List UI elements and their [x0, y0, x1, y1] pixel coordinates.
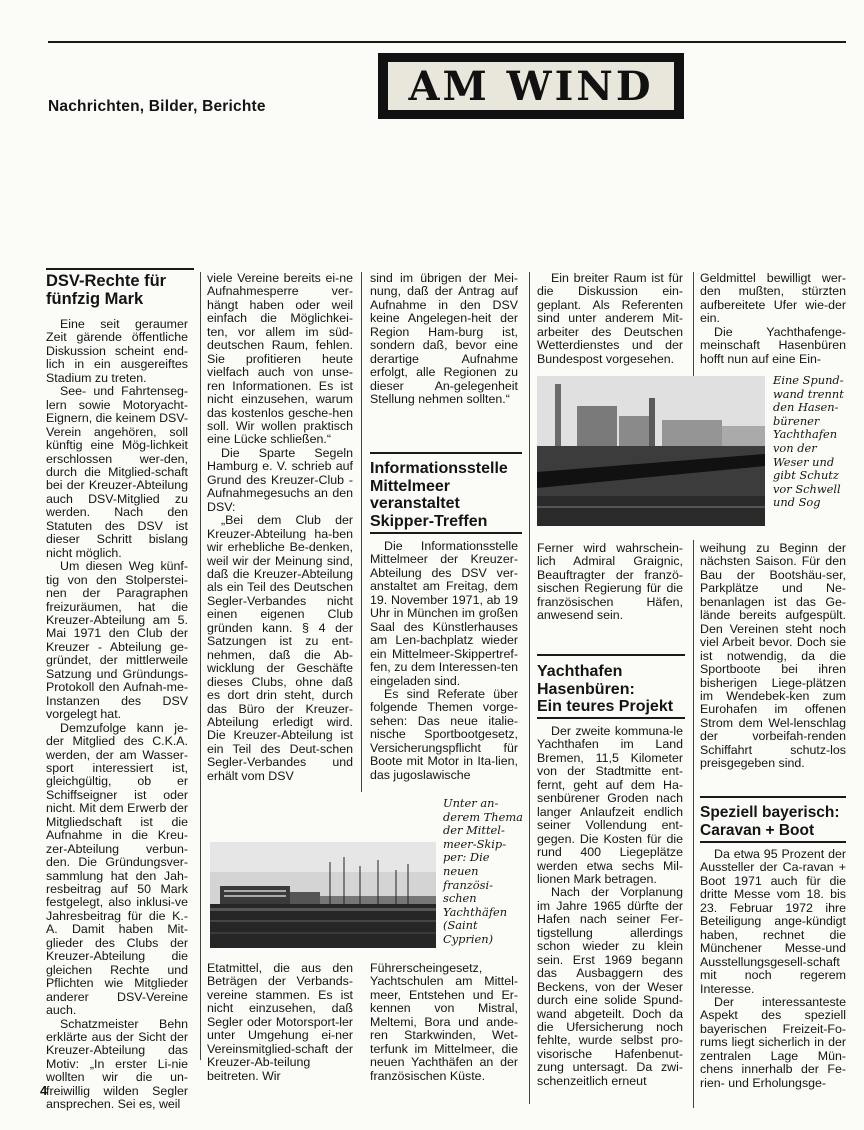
article-title-line: Ein teures Projekt: [537, 698, 674, 715]
article-title: [46, 272, 196, 308]
article-title: [370, 460, 526, 530]
title-rule: [700, 796, 846, 798]
paragraph: Etatmittel, die aus den Beträgen der Verbands-vereine stammen. Es ist nicht einzusehen, daß Segler oder Motorsport-ler unter Umgehung ei-ner Vereinsmitglied-schaft der Kreuzer-Ab-teilung beitreten. Wir: [207, 961, 353, 1083]
column-divider: [200, 272, 201, 1060]
article-title: [700, 804, 850, 839]
title-rule: [370, 452, 522, 454]
paragraph: „Bei dem Club der Kreuzer-Abteilung ha-ben wir erhebliche Be-denken, weil wir der Meinung sind, daß die Kreuzer-Abteilung als ein Teil des Deutschen Segler-Verbandes nicht einen eigenen Club gründen kann. § 4 der Satzungen ist zu ent-nehmen, daß die Ab-wicklung der Geschäfte dieses Clubs, ohne daß es dort drin steht, durch das Büro der Kreuzer-Abteilung erledigt wird. Die Kreuzer-Abteilung ist ein Teil des Deut-schen Segler-Verbandes und erhält vom DSV: [207, 513, 353, 783]
top-rule: [48, 41, 846, 43]
title-rule: [700, 841, 846, 843]
article-title: [537, 663, 689, 716]
column-divider: [693, 540, 694, 1108]
paragraph: Da etwa 95 Prozent der Aussteller der Ca-ravan + Boot 1971 auch für die dritte Messe vom 18. bis 23. Februar 1972 ihre Beteiligung ange-kündigt haben, rechnet die Münchener Messe-und Ausstellungsgesell-schaft mit noch regerem Interesse.: [700, 847, 846, 996]
column-divider: [361, 272, 362, 792]
title-rule: [370, 532, 522, 534]
paragraph: Schatzmeister Behn erklärte aus der Sicht der Kreuzer-Abteilung das Motiv: „In erster Li-nie wollten wir die un-freiwillig wilden Segler ansprechen. Sei es, weil: [46, 1016, 188, 1112]
paragraph: Der interessanteste Aspekt des speziell bayerischen Freizeit-Fo-rums liegt sicherlich in der zentralen Lage Mün-chens innerhalb der Fe-rien- und Erholungsge-: [700, 994, 846, 1090]
article-column: [700, 848, 846, 1090]
article-column: [46, 318, 188, 1112]
article-title-line: Mittelmeer: [370, 477, 451, 495]
column-divider: [693, 272, 694, 376]
article-title-line: fünfzig Mark: [46, 290, 144, 308]
photo-yacht-harbour: [210, 842, 436, 948]
paragraph: viele Vereine bereits ei-ne Aufnahmesperre ver-hängt haben oder weil einfach die Möglichkei-ten, vor allem im süd-deutschen Raum, fehlen. Sie profitieren heute vielfach auch von unse-ren Informationen. Es ist nicht einzusehen, warum das kostenlos gesche-hen soll. Wir wollen praktisch eine Lücke schließen.“: [207, 271, 353, 447]
column-divider: [529, 272, 530, 1104]
logo-text: AM WIND: [408, 63, 654, 110]
paragraph: Es sind Referate über folgende Themen vorge-sehen: Das neue italie-nische Sportbootgesetz, Versicherungspflicht für Boote mit Motor in Ita-lien, das jugoslawische: [370, 686, 518, 782]
page-number: 4: [40, 1083, 48, 1098]
article-column: [537, 542, 683, 623]
article-column: [700, 542, 846, 771]
article-title-line: Yachthafen: [537, 663, 623, 680]
article-column: [537, 725, 683, 1088]
title-rule: [537, 717, 685, 719]
article-column: [207, 272, 353, 783]
paragraph: Eine seit geraumer Zeit gärende öffentliche Diskussion scheint end-lich in ein ausgereiftes Stadium zu treten.: [46, 317, 188, 385]
paragraph: Um diesen Weg künf-tig von den Stolperstei-nen der Paragraphen freizuräumen, hat die Kreuzer-Abteilung am 5. Mai 1971 den Club der Kreuzer - Abteilung ge-gründet, der mittlerweile Satzung und Gründungs-Protokoll den Aufnah-me-Instanzen des DSV vorgelegt hat.: [46, 559, 188, 722]
article-column: [537, 272, 683, 366]
am-wind-logo: [378, 53, 684, 119]
article-title-line: Caravan + Boot: [700, 821, 815, 839]
paragraph: weihung zu Beginn der nächsten Saison. Für den Bau der Bootshäu-ser, Parkplätze und Ne-benanlagen ist das Ge-lände bereits aufgespült. Den Vereinen steht noch viel Arbeit bevor. Doch sie ist notwendig, da die Sportboote bei ihren bisherigen Liege-plätzen im Wendebek-ken zum Eurohafen im offenen Strom dem Wel-lenschlag der vorbeifah-renden Schiffahrt schutz-los preisgegeben sind.: [700, 541, 846, 771]
article-title-line: Skipper-Treffen: [370, 512, 488, 530]
article-title-line: Hasenbüren:: [537, 680, 635, 698]
photo-caption: Unter an-derem Thema der Mittel-meer-Skip-per: Die neuen französi-schen Yachthäfen (Saint Cyprien): [443, 796, 523, 946]
paragraph: Nach der Vorplanung im Jahre 1965 dürfte der Hafen nach seiner Fer-tigstellung allerdings schon wieder zu klein sein. Erst 1969 begann das Ausbaggern des Beckens, von der Weser durch eine solide Spund-wand abgeteilt. Doch da die Ufersicherung noch fehlte, wurde selbst pro-visorische Hafenbenut-zung untersagt. Da zwi-schenzeitlich erneut: [537, 885, 683, 1088]
article-column: [207, 962, 353, 1083]
photo-sheet-pile-wall: [537, 376, 765, 526]
paragraph: Die Informationsstelle Mittelmeer der Kreuzer-Abteilung des DSV ver-anstaltet am Freitag, dem 19. November 1971, ab 19 Uhr in München im großen Saal des Künstlerhauses am Len-bachplatz wieder ein Mittelmeer-Skippertref-fen, zu dem Interessen-ten eingeladen sind.: [370, 539, 518, 688]
paragraph: Die Yachthafenge-meinschaft Hasenbüren hofft nun auf eine Ein-: [700, 324, 846, 366]
article-title-line: DSV-Rechte für: [46, 272, 167, 290]
paragraph: Führerscheingesetz, Yachtschulen am Mittel-meer, Entstehen und Er-kennen von Mistral, Meltemi, Bora und ande-ren Starkwinden, Wet-terfunk im Mittelmeer, die neuen Yachthäfen an der französischen Küste.: [370, 961, 518, 1083]
article-column: [370, 540, 518, 782]
paragraph: sind im übrigen der Mei-nung, daß der Antrag auf Aufnahme in den DSV keine Angelegen-heit der Region Ham-burg ist, sondern daß, bevor eine derartige Aufnahme erfolgt, alle Regionen zu dieser An-gelegenheit Stellung nehmen sollten.“: [370, 271, 518, 407]
article-title-line: Informationsstelle: [370, 460, 508, 477]
section-title: Nachrichten, Bilder, Berichte: [48, 98, 266, 115]
article-column: [370, 272, 518, 407]
paragraph: Demzufolge kann je-der Mitglied des C.K.A. werden, der am Wasser-sport interessiert ist, gleichgültig, ob er Schiffseigner ist oder nicht. Mit dem Erwerb der Mitgliedschaft ist die Aufnahme in die Kreu-zer-Abteilung verbun-den. Die Gründungsver-sammlung hat den Jah-resbeitrag auf 50 Mark festgelegt, also inklusi-ve Jahresbeitrag für die K.-A. Damit haben Mit-glieder des Clubs der Kreuzer-Abteilung die gleichen Rechte und Pflichten wie Mitglieder anderer DSV-Vereine auch.: [46, 720, 188, 1018]
paragraph: Die Sparte Segeln Hamburg e. V. schrieb auf Grund des Kreuzer-Club - Aufnahmegesuchs an den DSV:: [207, 445, 353, 514]
paragraph: Ein breiter Raum ist für die Diskussion ein-geplant. Als Referenten sind unter anderem Mit-arbeiter des Deutschen Wetterdienstes und der Bundespost vorgesehen.: [537, 271, 683, 366]
paragraph: Ferner wird wahrschein-lich Admiral Graignic, Beauftragter der franzö-sischen Regierung für die französischen Häfen, anwesend sein.: [537, 541, 683, 623]
title-rule: [46, 268, 194, 270]
photo-caption: Eine Spund-wand trennt den Hasen-bürener Yachthafen von der Weser und gibt Schutz vor Schwell und Sog: [773, 373, 844, 510]
paragraph: See- und Fahrtenseg-lern sowie Motoryacht-Eignern, die keinem DSV-Verein angehören, soll künftig eine Mög-lichkeit erschlossen wer-den, durch die Mitglied-schaft bei der Kreuzer-Abteilung auch DSV-Mitglied zu werden. Nach den Statuten des DSV ist dieser Schritt bislang nicht möglich.: [46, 384, 188, 560]
article-title-line: veranstaltet: [370, 495, 460, 512]
paragraph: Geldmittel bewilligt wer-den mußten, stürzten aufbereitete Ufer wie-der ein.: [700, 271, 846, 326]
paragraph: Der zweite kommuna-le Yachthafen im Land Bremen, 11,5 Kilometer von der Stadtmitte ent-fernt, geht auf dem Ha-senbürener Groden nach langer Anlaufzeit endlich seiner Vollendung ent-gegen. Die Kosten für die rund 400 Liegeplätze werden etwa sechs Mil-lionen Mark betragen.: [537, 724, 683, 886]
article-column: [370, 962, 518, 1083]
title-rule: [537, 654, 685, 656]
article-column: [700, 272, 846, 366]
article-title-line: Speziell bayerisch:: [700, 804, 840, 821]
